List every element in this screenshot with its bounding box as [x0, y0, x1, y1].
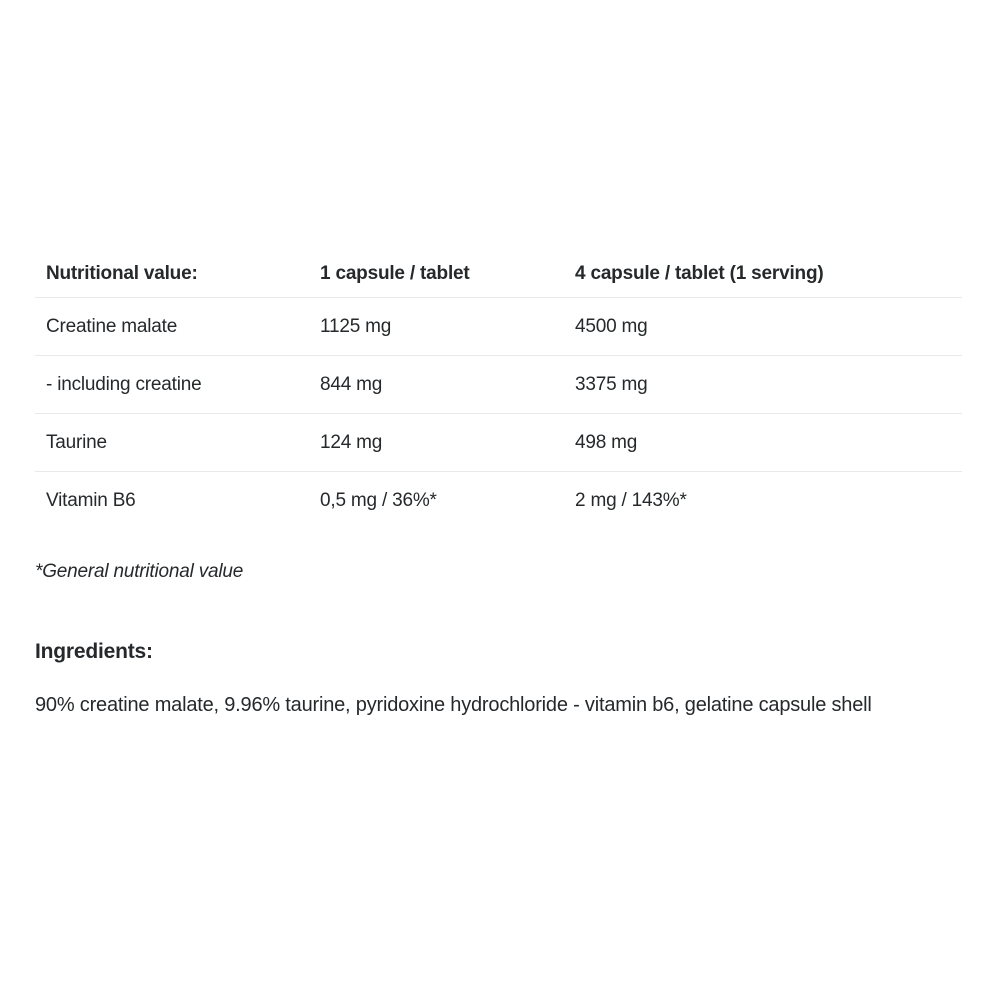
ingredients-text: 90% creatine malate, 9.96% taurine, pyridoxine hydrochloride - vitamin b6, gelatine capsule shell	[35, 694, 872, 716]
row-value-per-serving: 3375 mg	[575, 373, 648, 395]
row-label: Creatine malate	[46, 315, 178, 337]
row-value-per-serving: 2 mg / 143%*	[575, 490, 687, 511]
nutrition-table	[35, 250, 962, 530]
header-nutritional-value: Nutritional value:	[46, 262, 198, 284]
nutrition-table-header-row	[35, 250, 962, 298]
ingredients-heading: Ingredients:	[35, 640, 153, 663]
header-4-capsule: 4 capsule / tablet (1 serving)	[575, 262, 824, 284]
row-value-per-capsule: 844 mg	[320, 373, 383, 395]
row-value-per-capsule: 1125 mg	[320, 315, 392, 337]
table-row-vitamin-b6	[35, 472, 962, 530]
table-row-creatine-malate	[35, 298, 962, 356]
table-row-taurine	[35, 414, 962, 472]
row-value-per-capsule: 124 mg	[320, 431, 383, 453]
row-value-per-serving: 4500 mg	[575, 315, 648, 337]
row-label: Taurine	[46, 431, 107, 453]
header-1-capsule: 1 capsule / tablet	[320, 262, 470, 284]
general-nutritional-value-footnote: *General nutritional value	[35, 561, 244, 582]
table-row-including-creatine	[35, 356, 962, 414]
row-label: Vitamin B6	[46, 490, 136, 511]
row-value-per-capsule: 0,5 mg / 36%*	[320, 490, 437, 511]
row-label: - including creatine	[46, 373, 202, 395]
row-value-per-serving: 498 mg	[575, 431, 638, 453]
